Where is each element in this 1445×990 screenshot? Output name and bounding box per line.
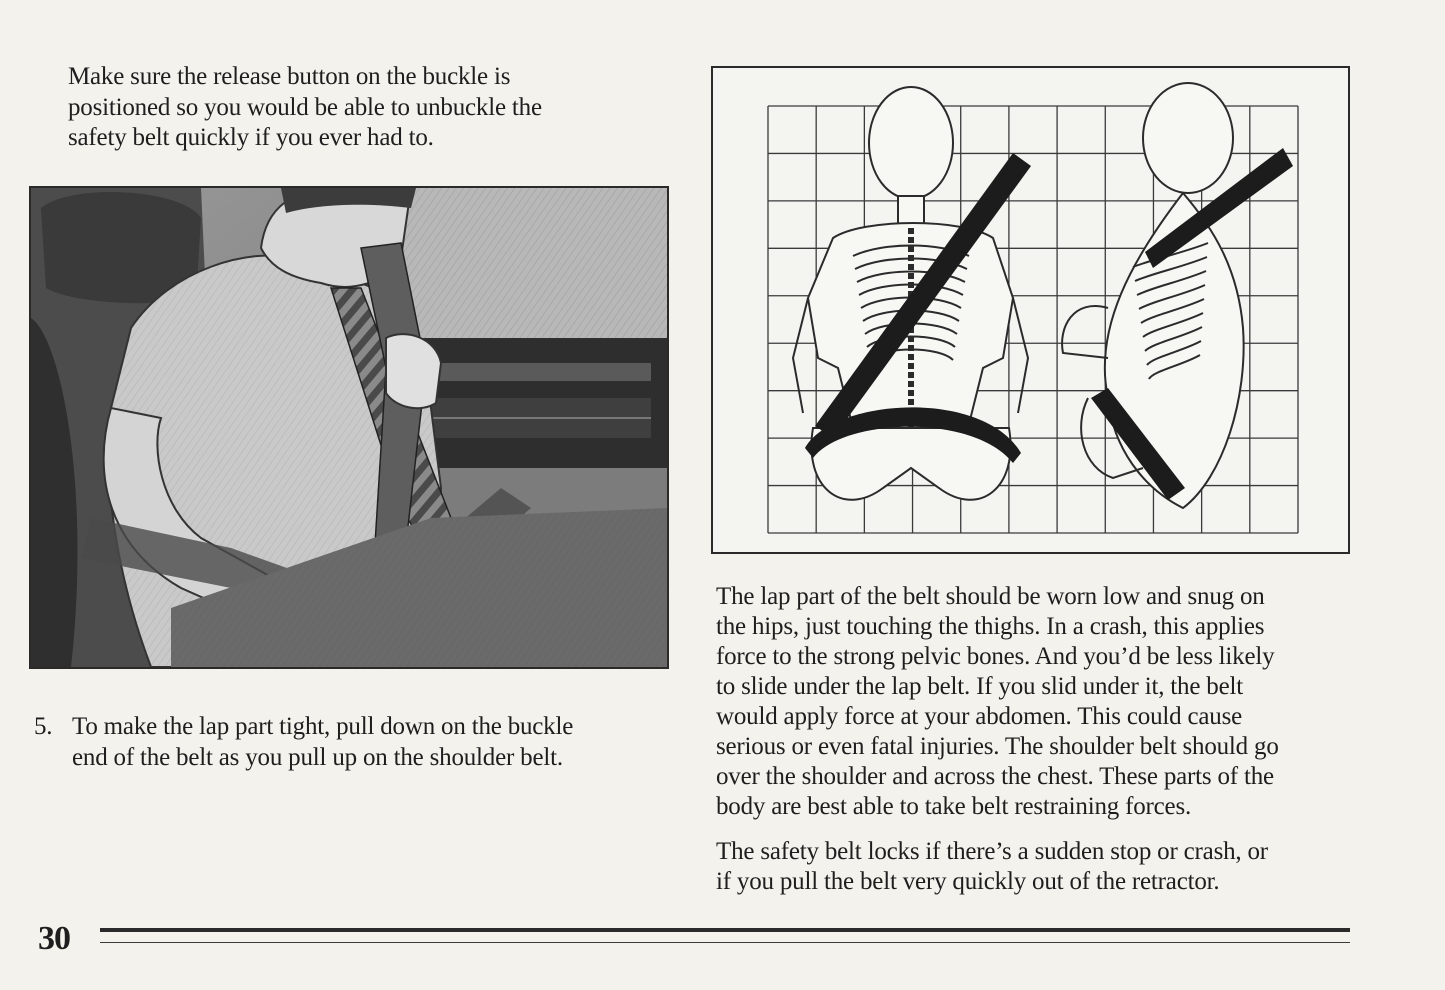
intro-paragraph bbox=[68, 62, 648, 154]
intro-line: safety belt quickly if you ever had to. bbox=[68, 124, 434, 151]
man-buckling-seatbelt-illustration bbox=[29, 186, 669, 669]
lap-belt-paragraph bbox=[716, 582, 1356, 822]
paragraph-line: if you pull the belt very quickly out of the retractor. bbox=[716, 868, 1220, 895]
paragraph-line: to slide under the lap belt. If you slid under it, the belt bbox=[716, 673, 1243, 700]
footer-rule-thin bbox=[100, 942, 1350, 943]
seatbelt-photo-graphic bbox=[31, 188, 667, 667]
paragraph-line: serious or even fatal injuries. The shoulder belt should go bbox=[716, 733, 1279, 760]
page-number: 30 bbox=[38, 920, 70, 957]
paragraph-line: The safety belt locks if there’s a sudden stop or crash, or bbox=[716, 838, 1268, 865]
paragraph-line: force to the strong pelvic bones. And you’d be less likely bbox=[716, 643, 1275, 670]
paragraph-line: would apply force at your abdomen. This could cause bbox=[716, 703, 1242, 730]
footer-rule-thick bbox=[100, 928, 1350, 932]
step-5-text bbox=[72, 712, 662, 773]
step-5-line: To make the lap part tight, pull down on the buckle bbox=[72, 713, 574, 740]
paragraph-line: body are best able to take belt restraining forces. bbox=[716, 793, 1192, 820]
paragraph-line: The lap part of the belt should be worn low and snug on bbox=[716, 583, 1265, 610]
paragraph-line: the hips, just touching the thighs. In a crash, this applies bbox=[716, 613, 1265, 640]
belt-lock-paragraph bbox=[716, 837, 1356, 897]
skeleton-diagram-graphic bbox=[713, 68, 1348, 552]
paragraph-line: over the shoulder and across the chest. These parts of the bbox=[716, 763, 1274, 790]
intro-line: positioned so you would be able to unbuckle the bbox=[68, 93, 542, 121]
step-5-line: end of the belt as you pull up on the shoulder belt. bbox=[72, 743, 563, 771]
intro-line: Make sure the release button on the buckle is bbox=[68, 63, 511, 90]
skeleton-seatbelt-diagram bbox=[711, 66, 1350, 554]
step-number: 5. bbox=[34, 713, 53, 740]
